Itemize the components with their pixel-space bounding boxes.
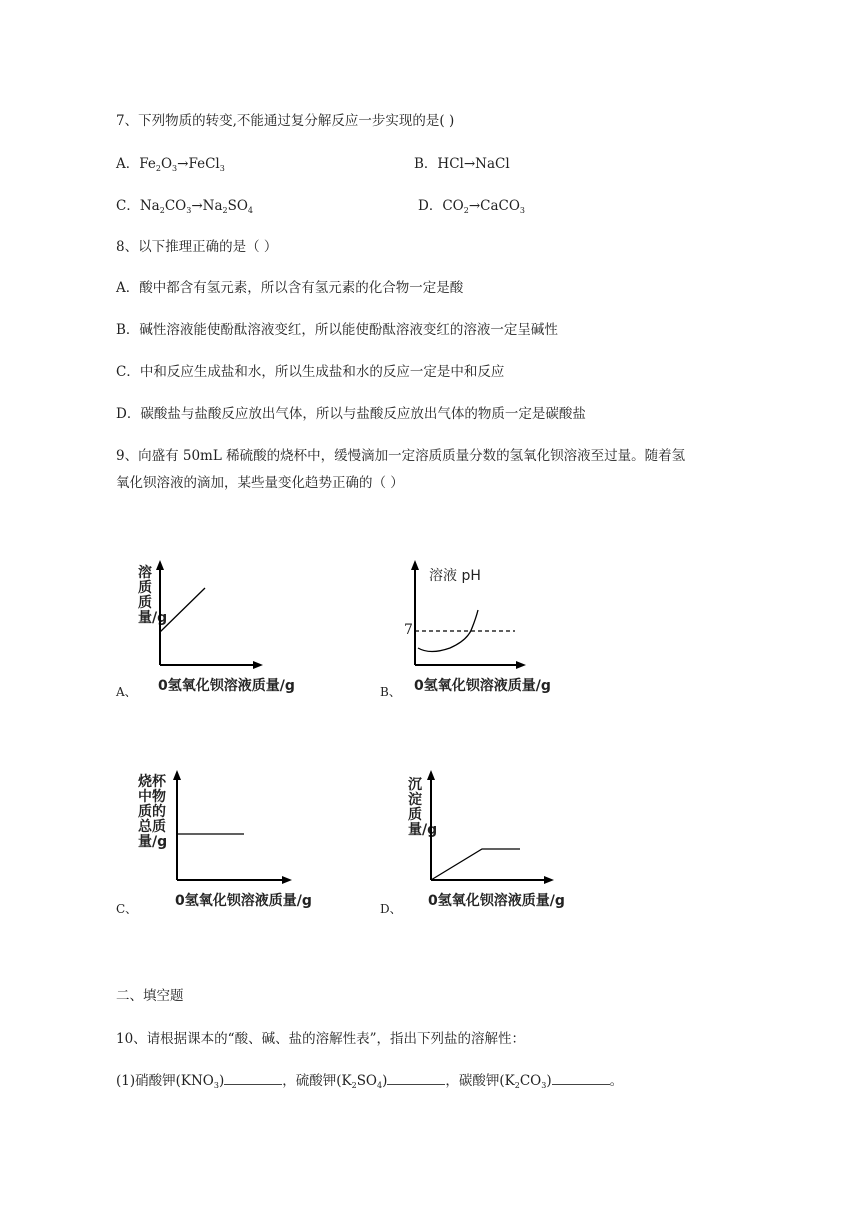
q8-option-b: B．碱性溶液能使酚酞溶液变红，所以能使酚酞溶液变红的溶液一定呈碱性	[116, 322, 558, 338]
option-label: D．	[418, 198, 443, 214]
graph-a-y-label: 溶质质量/g	[138, 565, 168, 626]
graph-d-option-label: D、	[380, 902, 402, 916]
graph-c-option-label: C、	[116, 902, 138, 916]
graph-d-y-label: 沉淀质量/g	[408, 777, 438, 838]
graph-a-option-label: A、	[116, 685, 137, 699]
q7-option-a: A．$Fe_2O_3\to FeCl_3$	[116, 156, 225, 173]
graph-b-plot	[410, 560, 530, 670]
q9-stem-line1: 9、向盛有 50mL 稀硫酸的烧杯中，缓慢滴加一定溶质质量分数的氢氧化钡溶液至过量。随着氢	[116, 448, 686, 464]
q8-option-a: A．酸中都含有氢元素，所以含有氢元素的化合物一定是酸	[116, 280, 464, 296]
graph-d-x-label: 0氢氧化钡溶液质量/g	[428, 893, 565, 909]
option-label: A．	[116, 156, 140, 172]
graph-d-plot	[426, 770, 556, 885]
graph-b-option-label: B、	[380, 685, 401, 699]
graph-c-y-label: 烧杯中物质的总质量/g	[138, 774, 168, 850]
graph-b-x-label: 0氢氧化钡溶液质量/g	[414, 678, 551, 694]
q7-option-c: C．$Na_2CO_3\to Na_2SO_4$	[116, 198, 254, 215]
q8-stem: 8、以下推理正确的是（ ）	[116, 239, 278, 255]
graph-b-y-tick: 7	[404, 622, 413, 638]
q9-stem-line2: 氧化钡溶液的滴加，某些量变化趋势正确的（ ）	[116, 475, 404, 491]
graph-b-y-label: 溶液 pH	[429, 568, 481, 584]
q10-stem: 10、请根据课本的“酸、碱、盐的溶解性表”，指出下列盐的溶解性：	[116, 1031, 525, 1047]
answer-blank-kno3[interactable]	[224, 1072, 282, 1085]
graph-a-plot	[155, 560, 265, 670]
answer-blank-k2so4[interactable]	[387, 1072, 445, 1085]
q7-stem: 7、下列物质的转变,不能通过复分解反应一步实现的是( )	[116, 113, 455, 129]
q8-option-c: C．中和反应生成盐和水，所以生成盐和水的反应一定是中和反应	[116, 364, 505, 380]
q7-option-d: D．$CO_2\to CaCO_3$	[418, 198, 526, 215]
q7-option-b: B．HCl→NaCl	[414, 156, 510, 172]
graph-c-plot	[172, 770, 292, 885]
section-title: 二、填空题	[116, 988, 184, 1004]
graph-a-x-label: 0氢氧化钡溶液质量/g	[158, 678, 295, 694]
option-label: B．	[414, 156, 438, 172]
answer-blank-k2co3[interactable]	[552, 1072, 610, 1085]
option-label: C．	[116, 198, 140, 214]
q10-part1: (1)硝酸钾$(KNO_3)$ ，硫酸钾$(K_2SO_4)$ ，碳酸钾$(K_2CO_3)$ 。	[116, 1073, 624, 1090]
graph-c-x-label: 0氢氧化钡溶液质量/g	[175, 893, 312, 909]
q8-option-d: D．碳酸盐与盐酸反应放出气体，所以与盐酸反应放出气体的物质一定是碳酸盐	[116, 406, 586, 422]
